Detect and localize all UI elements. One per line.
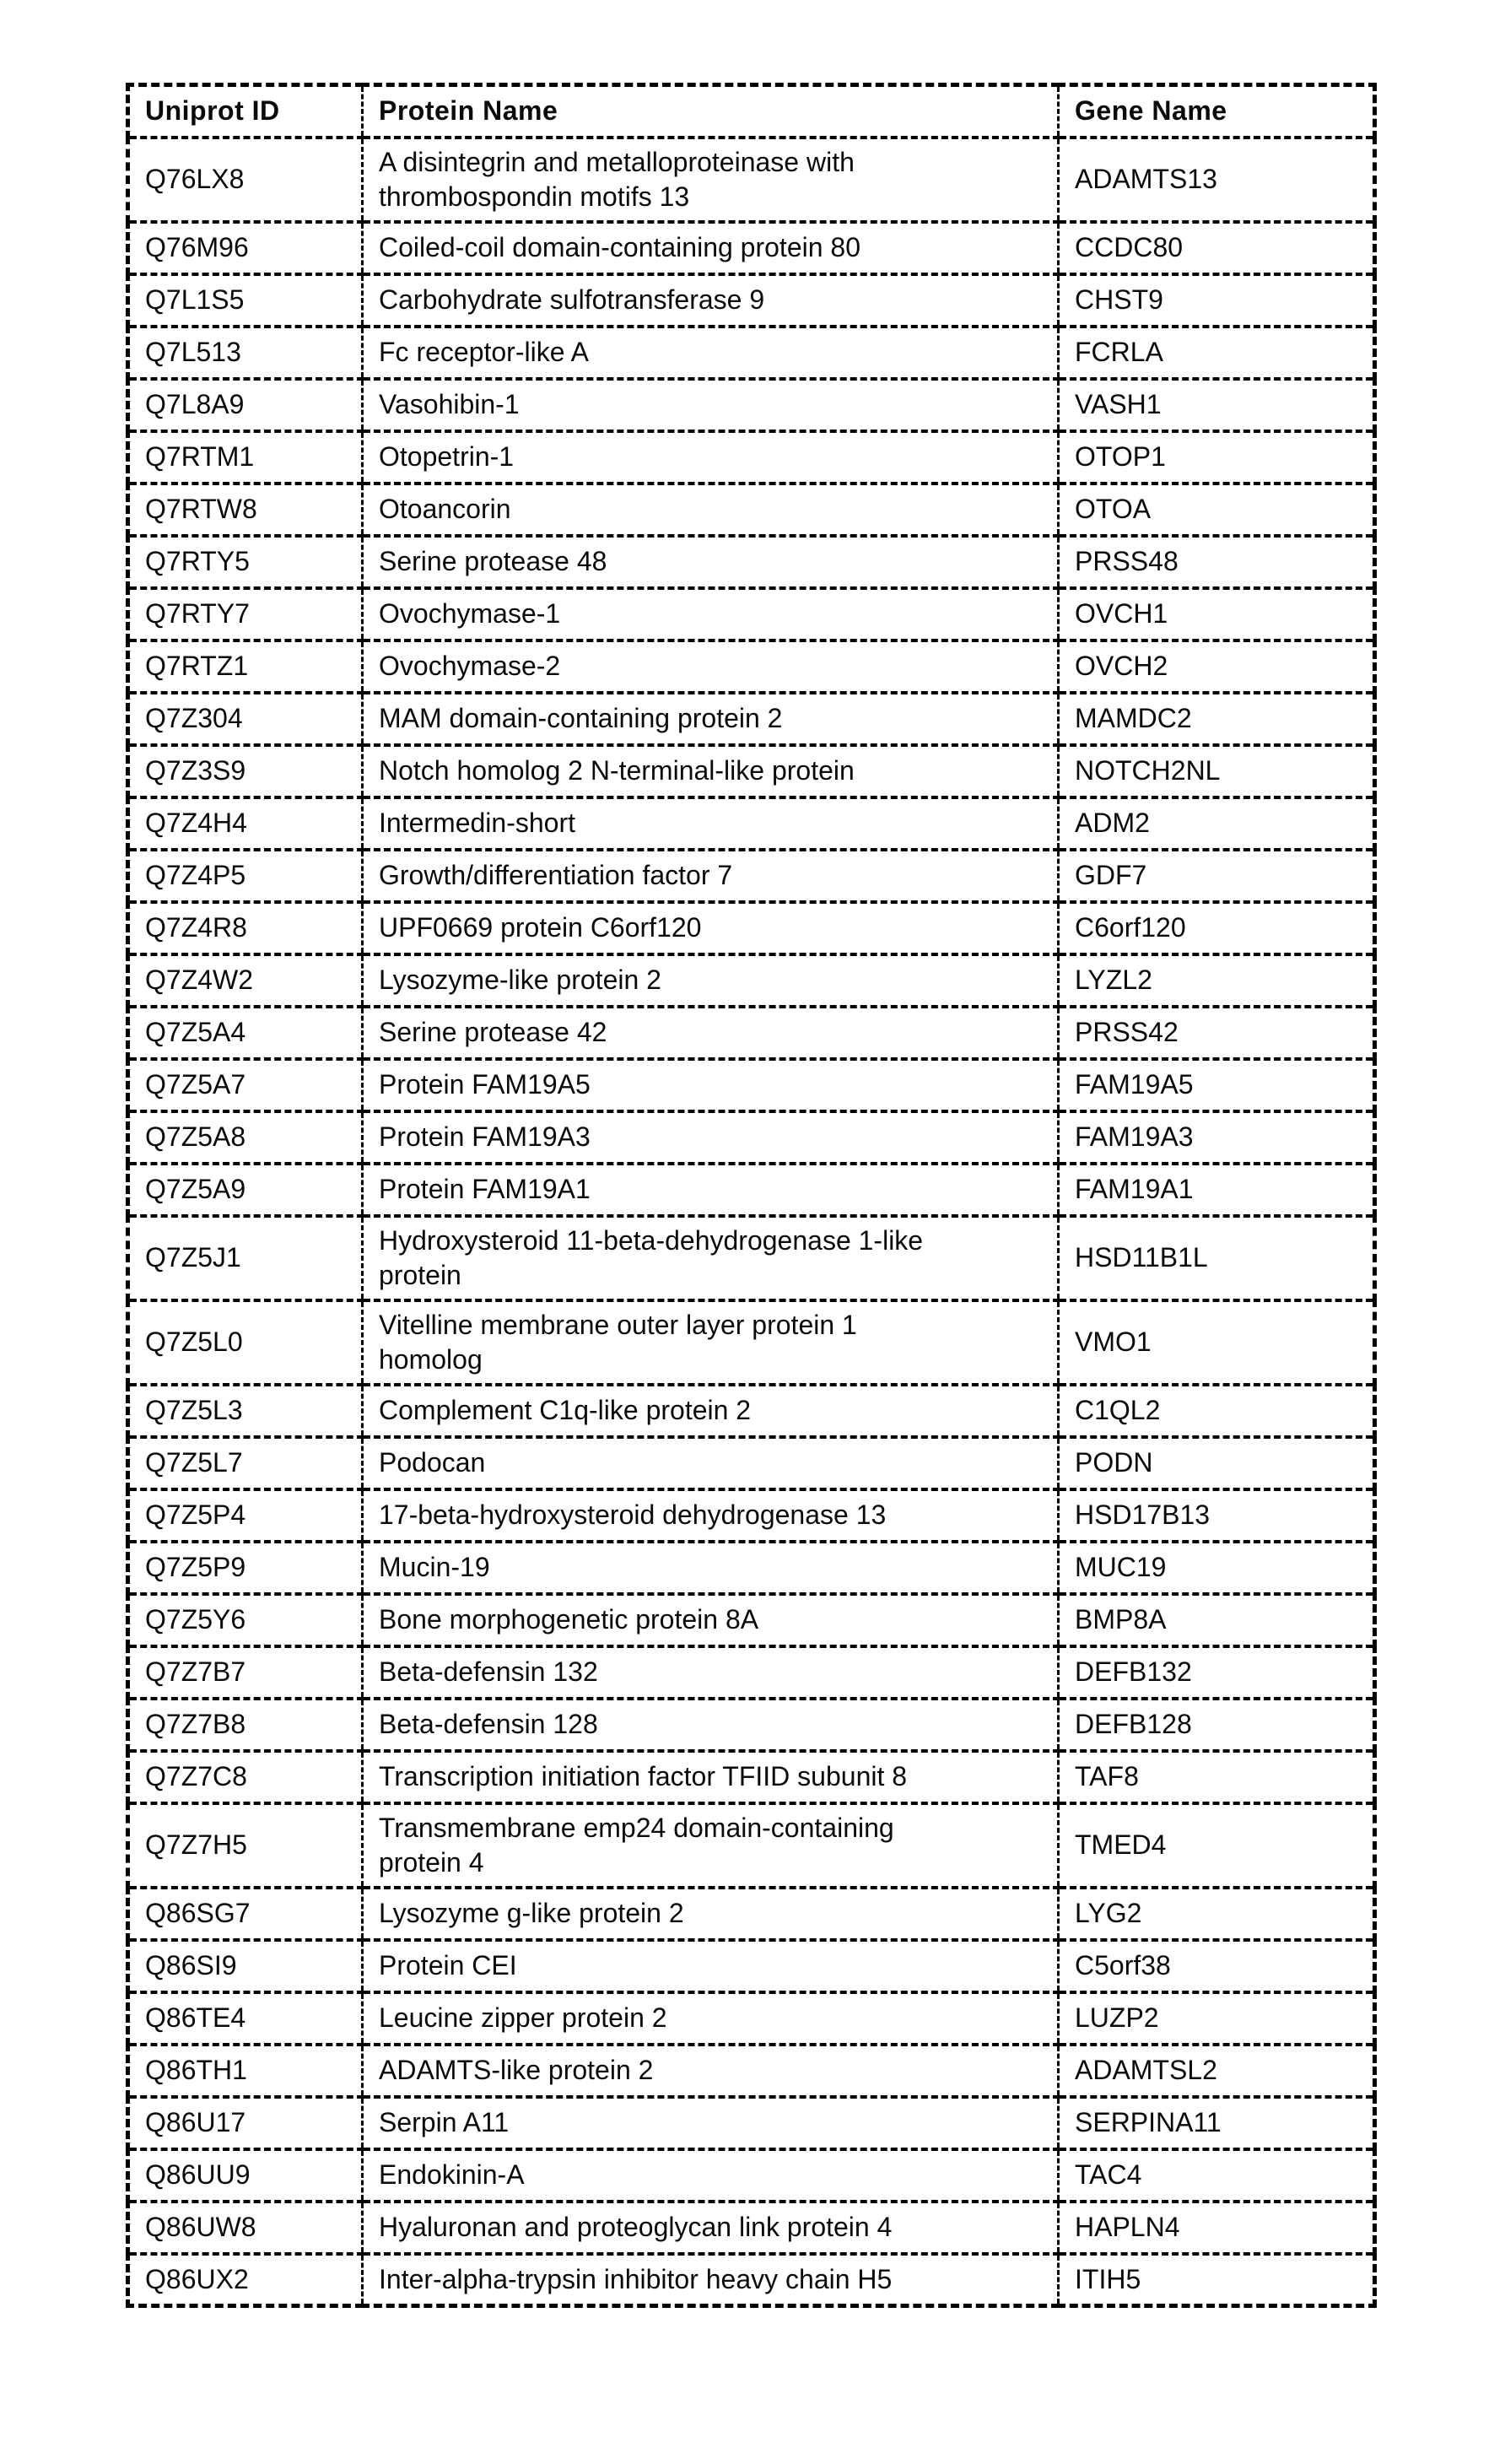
protein-name-cell: Coiled-coil domain-containing protein 80 bbox=[363, 222, 1059, 274]
protein-name-cell: MAM domain-containing protein 2 bbox=[363, 693, 1059, 745]
uniprot-id-cell: Q7Z5P9 bbox=[128, 1542, 363, 1594]
gene-name-cell: ADM2 bbox=[1059, 797, 1375, 850]
protein-name-cell: Intermedin-short bbox=[363, 797, 1059, 850]
table-row bbox=[128, 1216, 1375, 1300]
gene-name-cell: CCDC80 bbox=[1059, 222, 1375, 274]
uniprot-id-cell: Q7Z4P5 bbox=[128, 850, 363, 902]
gene-name-cell: TAC4 bbox=[1059, 2149, 1375, 2202]
table-row bbox=[128, 1751, 1375, 1803]
gene-name-cell: HSD17B13 bbox=[1059, 1489, 1375, 1542]
uniprot-id-cell: Q76M96 bbox=[128, 222, 363, 274]
protein-name-cell: Carbohydrate sulfotransferase 9 bbox=[363, 274, 1059, 327]
gene-name-cell: OTOA bbox=[1059, 484, 1375, 536]
table-row bbox=[128, 1888, 1375, 1940]
protein-name-cell: 17-beta-hydroxysteroid dehydrogenase 13 bbox=[363, 1489, 1059, 1542]
table-row bbox=[128, 1489, 1375, 1542]
table-row bbox=[128, 327, 1375, 379]
column-header-uniprot-id: Uniprot ID bbox=[128, 85, 363, 138]
uniprot-id-cell: Q7Z5A4 bbox=[128, 1007, 363, 1059]
protein-name-cell: Endokinin-A bbox=[363, 2149, 1059, 2202]
table-row bbox=[128, 2097, 1375, 2149]
table-row bbox=[128, 1646, 1375, 1699]
gene-name-cell: SERPINA11 bbox=[1059, 2097, 1375, 2149]
protein-name-cell: Bone morphogenetic protein 8A bbox=[363, 1594, 1059, 1646]
table-row bbox=[128, 745, 1375, 797]
uniprot-id-cell: Q86TH1 bbox=[128, 2045, 363, 2097]
gene-name-cell: MUC19 bbox=[1059, 1542, 1375, 1594]
uniprot-id-cell: Q7Z5P4 bbox=[128, 1489, 363, 1542]
uniprot-id-cell: Q7Z5A8 bbox=[128, 1111, 363, 1164]
uniprot-id-cell: Q7Z5J1 bbox=[128, 1216, 363, 1300]
protein-name-cell: Otopetrin-1 bbox=[363, 431, 1059, 484]
gene-name-cell: PRSS48 bbox=[1059, 536, 1375, 588]
protein-name-cell: Podocan bbox=[363, 1437, 1059, 1489]
table-row bbox=[128, 1059, 1375, 1111]
protein-name-cell: Fc receptor-like A bbox=[363, 327, 1059, 379]
gene-name-cell: C1QL2 bbox=[1059, 1385, 1375, 1437]
uniprot-id-cell: Q7Z4H4 bbox=[128, 797, 363, 850]
gene-name-cell: VASH1 bbox=[1059, 379, 1375, 431]
gene-name-cell: OVCH2 bbox=[1059, 640, 1375, 693]
uniprot-id-cell: Q86SI9 bbox=[128, 1940, 363, 1992]
protein-name-cell: Lysozyme-like protein 2 bbox=[363, 954, 1059, 1007]
protein-name-cell: Inter-alpha-trypsin inhibitor heavy chain H5 bbox=[363, 2254, 1059, 2306]
table-row bbox=[128, 850, 1375, 902]
uniprot-id-cell: Q7Z304 bbox=[128, 693, 363, 745]
gene-name-cell: C5orf38 bbox=[1059, 1940, 1375, 1992]
uniprot-id-cell: Q7Z4W2 bbox=[128, 954, 363, 1007]
uniprot-id-cell: Q7RTY5 bbox=[128, 536, 363, 588]
uniprot-id-cell: Q7Z7B8 bbox=[128, 1699, 363, 1751]
protein-name-cell: Serine protease 42 bbox=[363, 1007, 1059, 1059]
table-row bbox=[128, 1992, 1375, 2045]
protein-name-cell: Transmembrane emp24 domain-containing protein 4 bbox=[363, 1803, 1059, 1888]
uniprot-id-cell: Q86SG7 bbox=[128, 1888, 363, 1940]
uniprot-id-cell: Q86TE4 bbox=[128, 1992, 363, 2045]
table-row bbox=[128, 484, 1375, 536]
gene-name-cell: TMED4 bbox=[1059, 1803, 1375, 1888]
protein-name-cell: Leucine zipper protein 2 bbox=[363, 1992, 1059, 2045]
gene-name-cell: PRSS42 bbox=[1059, 1007, 1375, 1059]
table-row bbox=[128, 1940, 1375, 1992]
table-row bbox=[128, 2202, 1375, 2254]
uniprot-id-cell: Q86UW8 bbox=[128, 2202, 363, 2254]
uniprot-id-cell: Q86UX2 bbox=[128, 2254, 363, 2306]
uniprot-id-cell: Q86UU9 bbox=[128, 2149, 363, 2202]
uniprot-id-cell: Q86U17 bbox=[128, 2097, 363, 2149]
protein-name-cell: Lysozyme g-like protein 2 bbox=[363, 1888, 1059, 1940]
table-row bbox=[128, 1803, 1375, 1888]
protein-name-cell: UPF0669 protein C6orf120 bbox=[363, 902, 1059, 954]
protein-name-cell: Serine protease 48 bbox=[363, 536, 1059, 588]
table-row bbox=[128, 1111, 1375, 1164]
table-row bbox=[128, 536, 1375, 588]
protein-name-cell: Serpin A11 bbox=[363, 2097, 1059, 2149]
table-row bbox=[128, 431, 1375, 484]
protein-name-cell: Protein CEI bbox=[363, 1940, 1059, 1992]
gene-name-cell: DEFB132 bbox=[1059, 1646, 1375, 1699]
protein-name-cell: Hyaluronan and proteoglycan link protein 4 bbox=[363, 2202, 1059, 2254]
table-row bbox=[128, 954, 1375, 1007]
uniprot-id-cell: Q7RTZ1 bbox=[128, 640, 363, 693]
gene-name-cell: LYG2 bbox=[1059, 1888, 1375, 1940]
gene-name-cell: ADAMTS13 bbox=[1059, 138, 1375, 222]
gene-name-cell: ITIH5 bbox=[1059, 2254, 1375, 2306]
gene-name-cell: FAM19A3 bbox=[1059, 1111, 1375, 1164]
uniprot-id-cell: Q7RTW8 bbox=[128, 484, 363, 536]
table-row bbox=[128, 1300, 1375, 1385]
gene-name-cell: FAM19A5 bbox=[1059, 1059, 1375, 1111]
gene-name-cell: FCRLA bbox=[1059, 327, 1375, 379]
column-header-gene-name: Gene Name bbox=[1059, 85, 1375, 138]
protein-name-cell: Protein FAM19A1 bbox=[363, 1164, 1059, 1216]
gene-name-cell: OTOP1 bbox=[1059, 431, 1375, 484]
uniprot-id-cell: Q7Z5L3 bbox=[128, 1385, 363, 1437]
gene-name-cell: NOTCH2NL bbox=[1059, 745, 1375, 797]
table-row bbox=[128, 1542, 1375, 1594]
table-row bbox=[128, 1699, 1375, 1751]
table-row bbox=[128, 1437, 1375, 1489]
gene-name-cell: GDF7 bbox=[1059, 850, 1375, 902]
uniprot-id-cell: Q76LX8 bbox=[128, 138, 363, 222]
protein-name-cell: Ovochymase-1 bbox=[363, 588, 1059, 640]
protein-name-cell: Beta-defensin 128 bbox=[363, 1699, 1059, 1751]
gene-name-cell: CHST9 bbox=[1059, 274, 1375, 327]
uniprot-id-cell: Q7Z4R8 bbox=[128, 902, 363, 954]
column-header-protein-name: Protein Name bbox=[363, 85, 1059, 138]
uniprot-id-cell: Q7Z7C8 bbox=[128, 1751, 363, 1803]
gene-name-cell: LYZL2 bbox=[1059, 954, 1375, 1007]
protein-name-cell: Hydroxysteroid 11-beta-dehydrogenase 1-like protein bbox=[363, 1216, 1059, 1300]
table-row bbox=[128, 138, 1375, 222]
gene-name-cell: FAM19A1 bbox=[1059, 1164, 1375, 1216]
protein-table bbox=[126, 83, 1377, 2308]
protein-name-cell: Vitelline membrane outer layer protein 1 homolog bbox=[363, 1300, 1059, 1385]
gene-name-cell: VMO1 bbox=[1059, 1300, 1375, 1385]
gene-name-cell: OVCH1 bbox=[1059, 588, 1375, 640]
table-row bbox=[128, 2254, 1375, 2306]
uniprot-id-cell: Q7Z7B7 bbox=[128, 1646, 363, 1699]
gene-name-cell: TAF8 bbox=[1059, 1751, 1375, 1803]
table-row bbox=[128, 797, 1375, 850]
table-row bbox=[128, 693, 1375, 745]
uniprot-id-cell: Q7L1S5 bbox=[128, 274, 363, 327]
protein-name-cell: Beta-defensin 132 bbox=[363, 1646, 1059, 1699]
protein-name-cell: Otoancorin bbox=[363, 484, 1059, 536]
table-row bbox=[128, 274, 1375, 327]
gene-name-cell: ADAMTSL2 bbox=[1059, 2045, 1375, 2097]
protein-name-cell: Ovochymase-2 bbox=[363, 640, 1059, 693]
uniprot-id-cell: Q7L8A9 bbox=[128, 379, 363, 431]
uniprot-id-cell: Q7Z5Y6 bbox=[128, 1594, 363, 1646]
protein-name-cell: Notch homolog 2 N-terminal-like protein bbox=[363, 745, 1059, 797]
table-row bbox=[128, 640, 1375, 693]
gene-name-cell: HAPLN4 bbox=[1059, 2202, 1375, 2254]
protein-name-cell: Mucin-19 bbox=[363, 1542, 1059, 1594]
protein-name-cell: Protein FAM19A5 bbox=[363, 1059, 1059, 1111]
table-header-row bbox=[128, 85, 1375, 138]
table-row bbox=[128, 2045, 1375, 2097]
table-row bbox=[128, 2149, 1375, 2202]
protein-name-cell: Vasohibin-1 bbox=[363, 379, 1059, 431]
gene-name-cell: HSD11B1L bbox=[1059, 1216, 1375, 1300]
gene-name-cell: PODN bbox=[1059, 1437, 1375, 1489]
table-row bbox=[128, 588, 1375, 640]
table-row bbox=[128, 1007, 1375, 1059]
uniprot-id-cell: Q7Z5L0 bbox=[128, 1300, 363, 1385]
uniprot-id-cell: Q7RTY7 bbox=[128, 588, 363, 640]
gene-name-cell: MAMDC2 bbox=[1059, 693, 1375, 745]
uniprot-id-cell: Q7L513 bbox=[128, 327, 363, 379]
uniprot-id-cell: Q7Z5A9 bbox=[128, 1164, 363, 1216]
protein-name-cell: Complement C1q-like protein 2 bbox=[363, 1385, 1059, 1437]
table-row bbox=[128, 222, 1375, 274]
protein-name-cell: Growth/differentiation factor 7 bbox=[363, 850, 1059, 902]
protein-name-cell: Protein FAM19A3 bbox=[363, 1111, 1059, 1164]
gene-name-cell: C6orf120 bbox=[1059, 902, 1375, 954]
gene-name-cell: LUZP2 bbox=[1059, 1992, 1375, 2045]
protein-name-cell: Transcription initiation factor TFIID subunit 8 bbox=[363, 1751, 1059, 1803]
table-row bbox=[128, 379, 1375, 431]
gene-name-cell: BMP8A bbox=[1059, 1594, 1375, 1646]
uniprot-id-cell: Q7Z7H5 bbox=[128, 1803, 363, 1888]
uniprot-id-cell: Q7RTM1 bbox=[128, 431, 363, 484]
table-row bbox=[128, 1385, 1375, 1437]
uniprot-id-cell: Q7Z5A7 bbox=[128, 1059, 363, 1111]
gene-name-cell: DEFB128 bbox=[1059, 1699, 1375, 1751]
protein-name-cell: A disintegrin and metalloproteinase with thrombospondin motifs 13 bbox=[363, 138, 1059, 222]
uniprot-id-cell: Q7Z3S9 bbox=[128, 745, 363, 797]
protein-name-cell: ADAMTS-like protein 2 bbox=[363, 2045, 1059, 2097]
table-row bbox=[128, 1164, 1375, 1216]
table-row bbox=[128, 902, 1375, 954]
table-row bbox=[128, 1594, 1375, 1646]
uniprot-id-cell: Q7Z5L7 bbox=[128, 1437, 363, 1489]
